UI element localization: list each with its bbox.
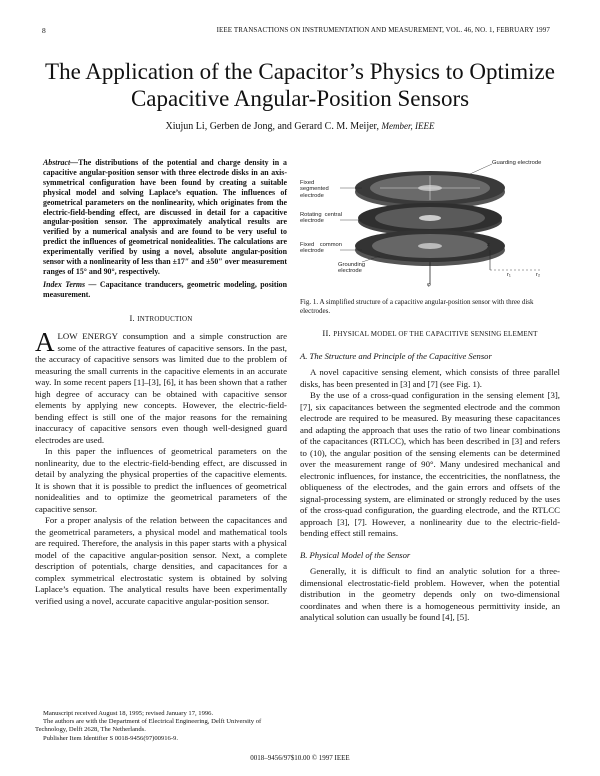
author-line [40,121,560,132]
paper-title: The Application of the Capacitor’s Physics to Optimize Capacitive Angular-Position Sensors [45,59,555,111]
section2a-paragraph-1: A novel capacitive sensing element, which consists of three parallel disks, has been presented in [3] and [7] (see Fig. 1). [300,367,560,389]
abstract-label: Abstract— [43,158,79,167]
left-column [35,158,287,607]
section-heading-physical-model [300,328,560,341]
section1-numeral: I. [129,312,135,323]
index-terms [35,280,287,300]
label-fixed-segmented-electrode: Fixed segmented electrode [300,180,329,199]
author-membership: Member, IEEE [381,121,435,131]
label-axis-z: z [487,242,490,248]
section2-title: PHYSICAL MODEL OF THE CAPACITIVE SENSING ELEMENT [333,330,538,338]
footnote-line-1: Manuscript received August 18, 1995; revised January 17, 1996. [43,710,214,717]
section2a-paragraph-2: By the use of a cross-quad configuration in the sensing element [3], [7], six capacitances between the segmented electrode and the common electrode are required to be measured. By measuring these capacitances and adapting the approach that uses the ratio of two linear combinations of the capacitances (RTLCC), which has been described in [3] and refers to (10), the angular position of the sensing elements can be determined over the measurement range of 90°. Many undesired mechanical and electronic influences, for instance, the eccentricities, the nonflatness, the obliqueness of the electrodes, and the gain errors and offsets of the signal-processing system, are eliminated or strongly reduced by the uses of the cross-quad configuration, the guarding electrode, and the RTLCC approach [3], [7]. However, a nonlinearity due to the electric-field-bending effect still remains. [300,390,560,538]
intro-paragraph-1-text: LOW ENERGY consumption and a simple construction are some of the attractive features of capacitive sensors. In the past, the accuracy of capacitive sensors was limited due to the problem of measuring the small currents in the capacitive elements in an accurate way. In some recent papers [1]–[3], [6], it has been shown that a rather high degree of accuracy can be obtained with capacitive sensor elements by applying new concepts. However, the electric-field-bending effect is still one of the major reasons for the remaining inaccuracy of capacitive sensors even though well-designed guard electrodes are used. [35,331,287,445]
middle-disk-hub [419,215,441,221]
drop-cap: A [35,327,55,358]
subsection-a-heading: A. The Structure and Principle of the Capacitive Sensor [300,350,492,361]
label-axis-r2: r₂ [536,272,541,278]
figure-1-caption: Fig. 1. A simplified structure of a capacitive angular-position sensor with three disk electrodes. [300,298,534,315]
bottom-disk-hub [418,243,442,249]
leader-line [470,164,492,174]
copyright-footer: 0018–9456/97$10.00 © 1997 IEEE [250,754,350,762]
label-axis-r1: r₁ [507,272,511,278]
figure-1 [300,158,560,288]
index-terms-text: Capacitance tranducers, geometric modeling, position measurement. [43,279,287,299]
subsection-b-heading: B. Physical Model of the Sensor [300,549,411,560]
author-names: Xiujun Li, Gerben de Jong, and Gerard C. M. Meijer, [165,121,379,132]
label-grounding-electrode: Grounding electrode [338,262,366,275]
intro-paragraph-3: For a proper analysis of the relation between the capacitances and the geometrical parameters, a physical model and mathematical tools are required. Therefore, the analysis in this paper starts with a physical model of the capacitive angular-position sensor. Next, a complete description of potentials, charge densities, and capacitances for a complex symmetrical electrostatic system is obtained by solving Laplace’s equation. The analytical results have been experimentally verified using a novel, accurate capacitive angular-position sensor. [35,515,287,606]
abstract [35,158,287,277]
intro-paragraph-1 [35,327,287,446]
section2-numeral: II. [322,328,331,338]
index-terms-label: Index Terms — [43,279,97,289]
footnote-line-2: The authors are with the Department of Electrical Engineering, Delft University of Technology, Delft 2628, The Netherlands. [35,718,262,734]
label-fixed-common-electrode: Fixed common electrode [300,242,342,255]
label-rotating-electrode: Rotating central electrode [300,212,342,225]
intro-paragraph-2: In this paper the influences of geometrical parameters on the nonlinearity, due to the electric-field-bending effect, are discussed in detail by analyzing the physical properties of the capacitive elements. It is shown that it is possible to predict the influences of geometrical nonidealities and to optimize the geometrical parameters of the capacitive sensor. [35,446,287,514]
label-axis-phi: φ [427,282,431,288]
footnote-line-3: Publisher Item Identifier S 0018-9456(97)00916-9. [43,734,178,742]
section2b-paragraph-1: Generally, it is difficult to find an analytic solution for a three-dimensional electrostatic-field problem. However, when the potential distribution in the geometry depends only on two-dimensional coordinates and when there is a homogeneous permittivity inside, an analytical solution can usually be found [4], [5]. [300,566,560,622]
label-guarding-electrode: Guarding electrode [492,160,542,166]
footnote [35,710,287,743]
journal-header: IEEE TRANSACTIONS ON INSTRUMENTATION AND MEASUREMENT, VOL. 46, NO. 1, FEBRUARY 1997 [216,26,550,34]
abstract-text: The distributions of the potential and charge density in a capacitive angular-position sensor with three electrode disks in an axis-symmetrical configuration have been found by creating a suitable physical model and solving Laplace’s equation. The influences of geometrical parameters on the nonlinearity, which originates from the electric-field-bending effect, are discussed in detail for a capacitive angular-position sensor. The approximately analytical results are verified by a numerical analysis and are found to be very useful to predict the influences of geometrical nonidealities. The calculations are experimentally verified by using a novel, absolute angular-position sensor with a nonlinearity of less than ±17″ and ±50″ over measurement ranges of 15° and 90°, respectively. [43,158,287,276]
section1-title: INTRODUCTION [137,314,193,323]
right-column [300,158,560,624]
section-heading-introduction [35,313,287,326]
page-number: 8 [42,26,46,35]
